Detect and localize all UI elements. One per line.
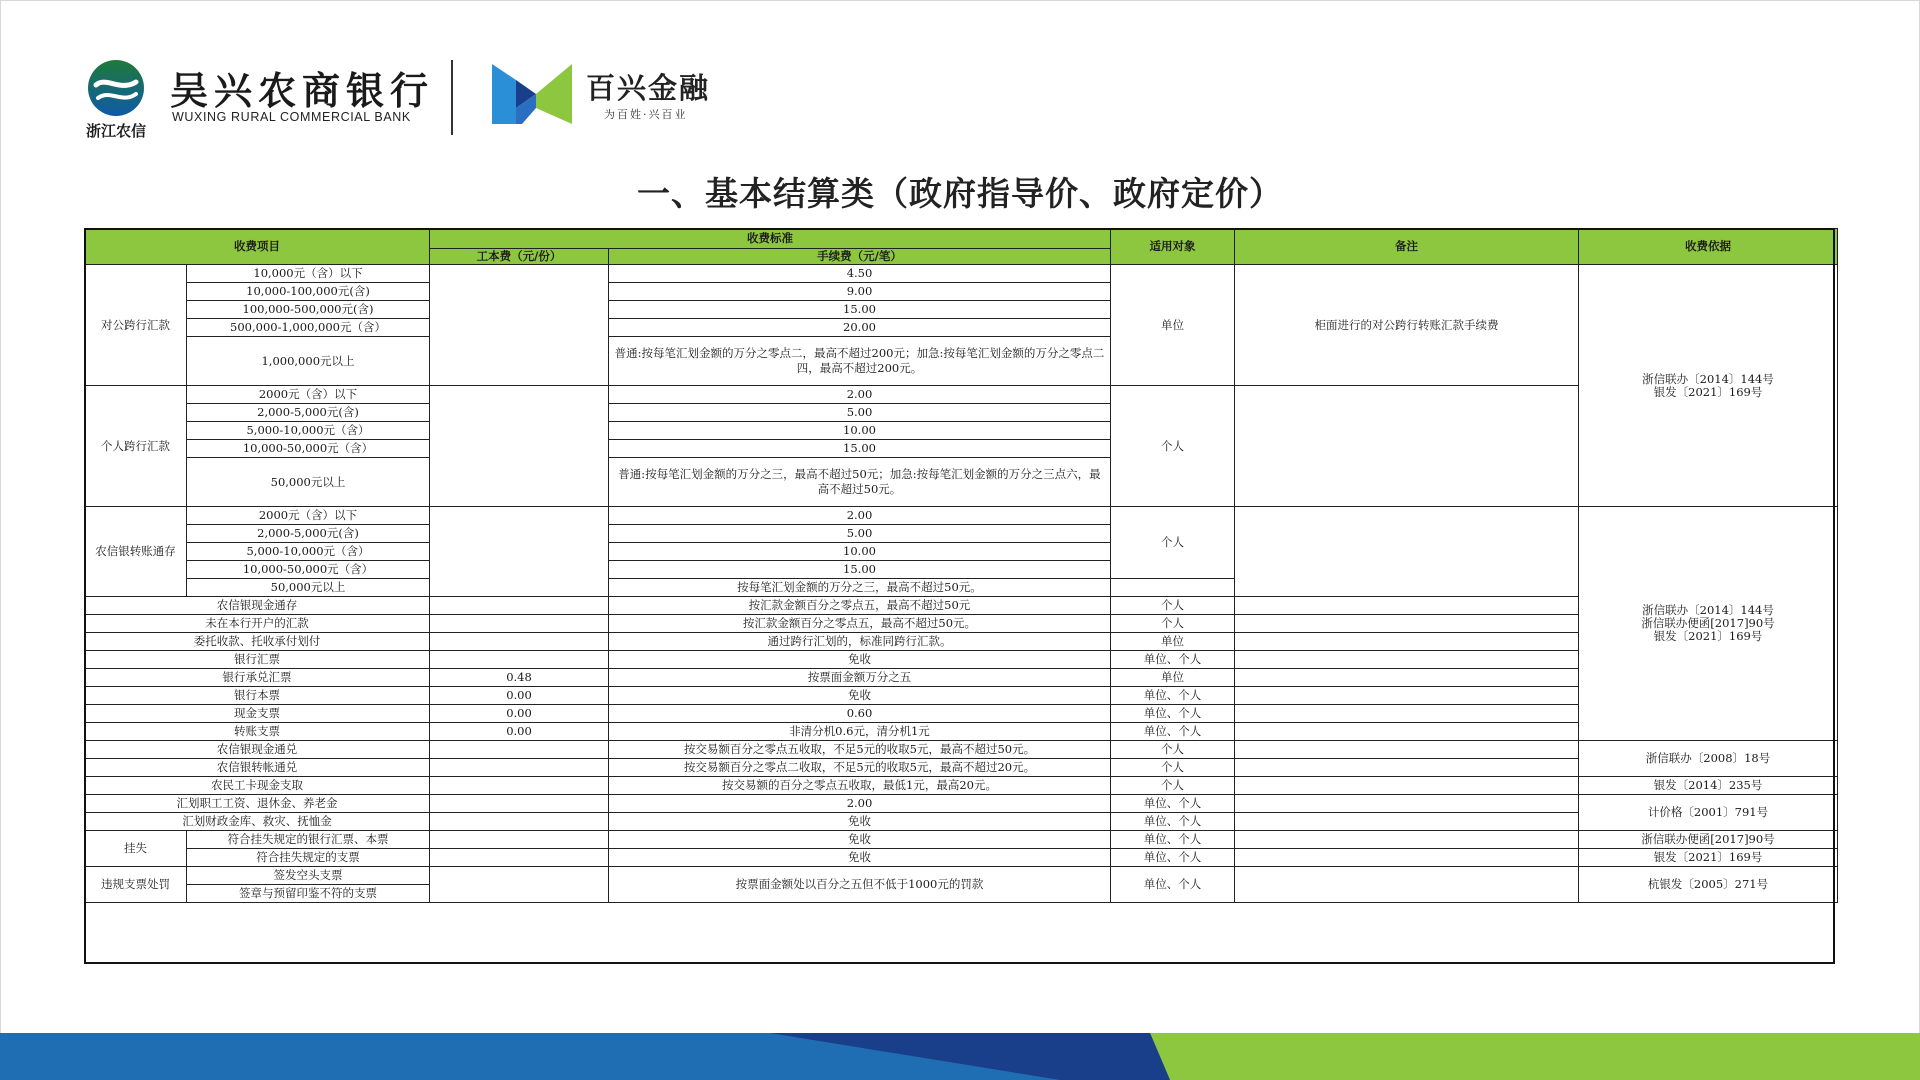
table-row (85, 795, 1838, 813)
basis-line: 浙信联办便函[2017]90号 (1641, 616, 1775, 630)
range-cell: 10,000元（含）以下 (187, 265, 430, 283)
header-item: 收费项目 (85, 229, 430, 265)
cost-cell: 0.00 (430, 705, 609, 723)
cost-cell (430, 265, 609, 386)
target-cell: 单位、个人 (1111, 723, 1235, 741)
remark-cell (1235, 759, 1579, 777)
basis-cell: 杭银发〔2005〕271号 (1579, 867, 1838, 903)
item-cell: 现金支票 (85, 705, 430, 723)
bank-name-en: WUXING RURAL COMMERCIAL BANK (172, 110, 411, 124)
fee-cell: 按汇款金额百分之零点五，最高不超过50元。 (609, 615, 1111, 633)
group-label: 挂失 (85, 831, 187, 867)
remark-cell (1235, 813, 1579, 831)
header-basis: 收费依据 (1579, 229, 1838, 265)
item-cell: 银行本票 (85, 687, 430, 705)
range-cell: 符合挂失规定的银行汇票、本票 (187, 831, 430, 849)
cost-cell (430, 759, 609, 777)
range-cell: 5,000-10,000元（含） (187, 422, 430, 440)
bank-name-cn: 吴兴农商银行 (170, 68, 435, 113)
range-cell: 5,000-10,000元（含） (187, 543, 430, 561)
header-divider (451, 60, 453, 135)
fee-cell: 免收 (609, 813, 1111, 831)
sub-brand-label: 浙江农信 (86, 122, 147, 140)
range-cell: 签章与预留印鉴不符的支票 (187, 885, 430, 903)
cost-cell (430, 777, 609, 795)
item-cell: 农信银现金通兑 (85, 741, 430, 759)
item-cell: 农信银转帐通兑 (85, 759, 430, 777)
remark-cell (1235, 615, 1579, 633)
target-cell: 个人 (1111, 507, 1235, 579)
range-cell: 2000元（含）以下 (187, 386, 430, 404)
range-cell: 2,000-5,000元(含) (187, 404, 430, 422)
basis-line: 浙信联办〔2014〕144号 (1642, 371, 1774, 386)
cost-cell (430, 831, 609, 849)
target-cell: 单位、个人 (1111, 705, 1235, 723)
target-cell (1111, 579, 1235, 597)
remark-cell (1235, 831, 1579, 849)
range-cell: 100,000-500,000元(含) (187, 301, 430, 319)
basis-line: 银发〔2021〕169号 (1653, 629, 1763, 643)
group-label: 农信银转账通存 (85, 507, 187, 597)
remark-cell (1235, 867, 1579, 903)
remark-cell (1235, 723, 1579, 741)
baixing-finance-logo-icon (492, 62, 572, 126)
basis-cell: 浙信联办〔2008〕18号 (1579, 741, 1838, 777)
cost-cell (430, 633, 609, 651)
fee-cell: 20.00 (609, 319, 1111, 337)
header-remark: 备注 (1235, 229, 1579, 265)
fee-cell: 免收 (609, 687, 1111, 705)
target-cell: 单位 (1111, 265, 1235, 386)
fee-cell: 通过跨行汇划的，标准同跨行汇款。 (609, 633, 1111, 651)
target-cell: 单位、个人 (1111, 795, 1235, 813)
fee-cell: 按交易额的百分之零点五收取，最低1元，最高20元。 (609, 777, 1111, 795)
item-cell: 委托收款、托收承付划付 (85, 633, 430, 651)
target-cell: 单位、个人 (1111, 831, 1235, 849)
remark-cell (1235, 633, 1579, 651)
fee-table (84, 228, 1838, 903)
item-cell: 银行承兑汇票 (85, 669, 430, 687)
table-row (85, 669, 1838, 687)
range-cell: 1,000,000元以上 (187, 337, 430, 386)
basis-cell: 银发〔2021〕169号 (1579, 849, 1838, 867)
remark-cell (1235, 777, 1579, 795)
cost-cell (430, 741, 609, 759)
target-cell: 个人 (1111, 386, 1235, 507)
remark-cell (1235, 687, 1579, 705)
target-cell: 单位、个人 (1111, 849, 1235, 867)
range-cell: 10,000-50,000元（含） (187, 561, 430, 579)
fee-cell: 15.00 (609, 561, 1111, 579)
fee-cell: 5.00 (609, 404, 1111, 422)
fee-cell: 按票面金额处以百分之五但不低于1000元的罚款 (609, 867, 1111, 903)
range-cell: 签发空头支票 (187, 867, 430, 885)
item-cell: 农信银现金通存 (85, 597, 430, 615)
remark-cell (1235, 741, 1579, 759)
table-row (85, 507, 1838, 525)
target-cell: 单位 (1111, 633, 1235, 651)
item-cell: 汇划财政金库、救灾、抚恤金 (85, 813, 430, 831)
fee-cell: 9.00 (609, 283, 1111, 301)
group-label: 对公跨行汇款 (85, 265, 187, 386)
fee-cell: 按每笔汇划金额的万分之三，最高不超过50元。 (609, 579, 1111, 597)
range-cell: 10,000-50,000元（含） (187, 440, 430, 458)
table-row (85, 386, 1838, 404)
fee-cell: 普通:按每笔汇划金额的万分之零点二，最高不超过200元；加急:按每笔汇划金额的万分之零点二四，最高不超过200元。 (609, 337, 1111, 386)
target-cell: 单位、个人 (1111, 813, 1235, 831)
cost-cell (430, 813, 609, 831)
table-row (85, 777, 1838, 795)
target-cell: 个人 (1111, 741, 1235, 759)
table-row (85, 723, 1838, 741)
table-row (85, 867, 1838, 885)
table-row (85, 651, 1838, 669)
target-cell: 单位、个人 (1111, 867, 1235, 903)
fee-cell: 按交易额百分之零点五收取，不足5元的收取5元，最高不超过50元。 (609, 741, 1111, 759)
range-cell: 50,000元以上 (187, 458, 430, 507)
fee-cell: 按汇款金额百分之零点五，最高不超过50元 (609, 597, 1111, 615)
basis-cell (1579, 507, 1838, 741)
basis-cell: 银发〔2014〕235号 (1579, 777, 1838, 795)
fee-cell: 按票面金额万分之五 (609, 669, 1111, 687)
range-cell: 500,000-1,000,000元（含） (187, 319, 430, 337)
fee-cell: 非清分机0.6元，清分机1元 (609, 723, 1111, 741)
target-cell: 单位 (1111, 669, 1235, 687)
table-row (85, 265, 1838, 283)
cost-cell: 0.48 (430, 669, 609, 687)
range-cell: 2,000-5,000元(含) (187, 525, 430, 543)
table-row (85, 687, 1838, 705)
target-cell: 个人 (1111, 759, 1235, 777)
item-cell: 转账支票 (85, 723, 430, 741)
target-cell: 单位、个人 (1111, 687, 1235, 705)
page-title: 一、基本结算类（政府指导价、政府定价） (637, 174, 1283, 213)
header-handling-fee: 手续费（元/笔） (609, 249, 1111, 265)
table-row (85, 831, 1838, 849)
table-row (85, 813, 1838, 831)
fee-cell: 15.00 (609, 301, 1111, 319)
range-cell: 10,000-100,000元(含) (187, 283, 430, 301)
header-standard: 收费标准 (430, 229, 1111, 249)
remark-cell: 柜面进行的对公跨行转账汇款手续费 (1235, 265, 1579, 386)
remark-cell (1235, 849, 1579, 867)
remark-cell (1235, 795, 1579, 813)
partner-name: 百兴金融 (586, 71, 711, 105)
table-row (85, 705, 1838, 723)
fee-cell: 2.00 (609, 795, 1111, 813)
table-row (85, 597, 1838, 615)
cost-cell (430, 867, 609, 903)
basis-cell (1579, 265, 1838, 507)
basis-cell: 浙信联办便函[2017]90号 (1579, 831, 1838, 849)
cost-cell: 0.00 (430, 687, 609, 705)
cost-cell (430, 615, 609, 633)
item-cell: 农民工卡现金支取 (85, 777, 430, 795)
fee-cell: 2.00 (609, 507, 1111, 525)
item-cell: 银行汇票 (85, 651, 430, 669)
remark-cell (1235, 669, 1579, 687)
wuxing-bank-logo-icon (86, 58, 146, 118)
fee-cell: 0.60 (609, 705, 1111, 723)
basis-line: 浙信联办〔2014〕144号 (1642, 603, 1774, 617)
cost-cell (430, 849, 609, 867)
partner-slogan: 为百姓·兴百业 (604, 108, 688, 121)
fee-cell: 4.50 (609, 265, 1111, 283)
remark-cell (1235, 597, 1579, 615)
target-cell: 个人 (1111, 777, 1235, 795)
cost-cell (430, 651, 609, 669)
remark-cell (1235, 705, 1579, 723)
table-row (85, 615, 1838, 633)
target-cell: 个人 (1111, 615, 1235, 633)
header-target: 适用对象 (1111, 229, 1235, 265)
target-cell: 个人 (1111, 597, 1235, 615)
table-row (85, 849, 1838, 867)
fee-cell: 2.00 (609, 386, 1111, 404)
basis-cell: 计价格〔2001〕791号 (1579, 795, 1838, 831)
fee-cell: 10.00 (609, 543, 1111, 561)
target-cell: 单位、个人 (1111, 651, 1235, 669)
cost-cell: 0.00 (430, 723, 609, 741)
footer-band (0, 1033, 1920, 1080)
group-label: 个人跨行汇款 (85, 386, 187, 507)
remark-cell (1235, 651, 1579, 669)
remark-cell (1235, 386, 1579, 507)
header-cost-fee: 工本费（元/份） (430, 249, 609, 265)
fee-cell: 普通:按每笔汇划金额的万分之三，最高不超过50元；加急:按每笔汇划金额的万分之三点六，最高不超过50元。 (609, 458, 1111, 507)
cost-cell (430, 597, 609, 615)
fee-cell: 免收 (609, 831, 1111, 849)
item-cell: 未在本行开户的汇款 (85, 615, 430, 633)
fee-cell: 按交易额百分之零点二收取，不足5元的收取5元，最高不超过20元。 (609, 759, 1111, 777)
cost-cell (430, 386, 609, 507)
table-header-row (85, 229, 1838, 249)
remark-cell (1235, 507, 1579, 597)
fee-cell: 免收 (609, 651, 1111, 669)
fee-cell: 10.00 (609, 422, 1111, 440)
group-label: 违规支票处罚 (85, 867, 187, 903)
table-row (85, 759, 1838, 777)
table-row (85, 633, 1838, 651)
table-row (85, 741, 1838, 759)
fee-cell: 免收 (609, 849, 1111, 867)
fee-cell: 5.00 (609, 525, 1111, 543)
basis-line: 银发〔2021〕169号 (1653, 384, 1763, 399)
cost-cell (430, 507, 609, 597)
range-cell: 符合挂失规定的支票 (187, 849, 430, 867)
cost-cell (430, 795, 609, 813)
fee-cell: 15.00 (609, 440, 1111, 458)
range-cell: 50,000元以上 (187, 579, 430, 597)
range-cell: 2000元（含）以下 (187, 507, 430, 525)
item-cell: 汇划职工工资、退休金、养老金 (85, 795, 430, 813)
